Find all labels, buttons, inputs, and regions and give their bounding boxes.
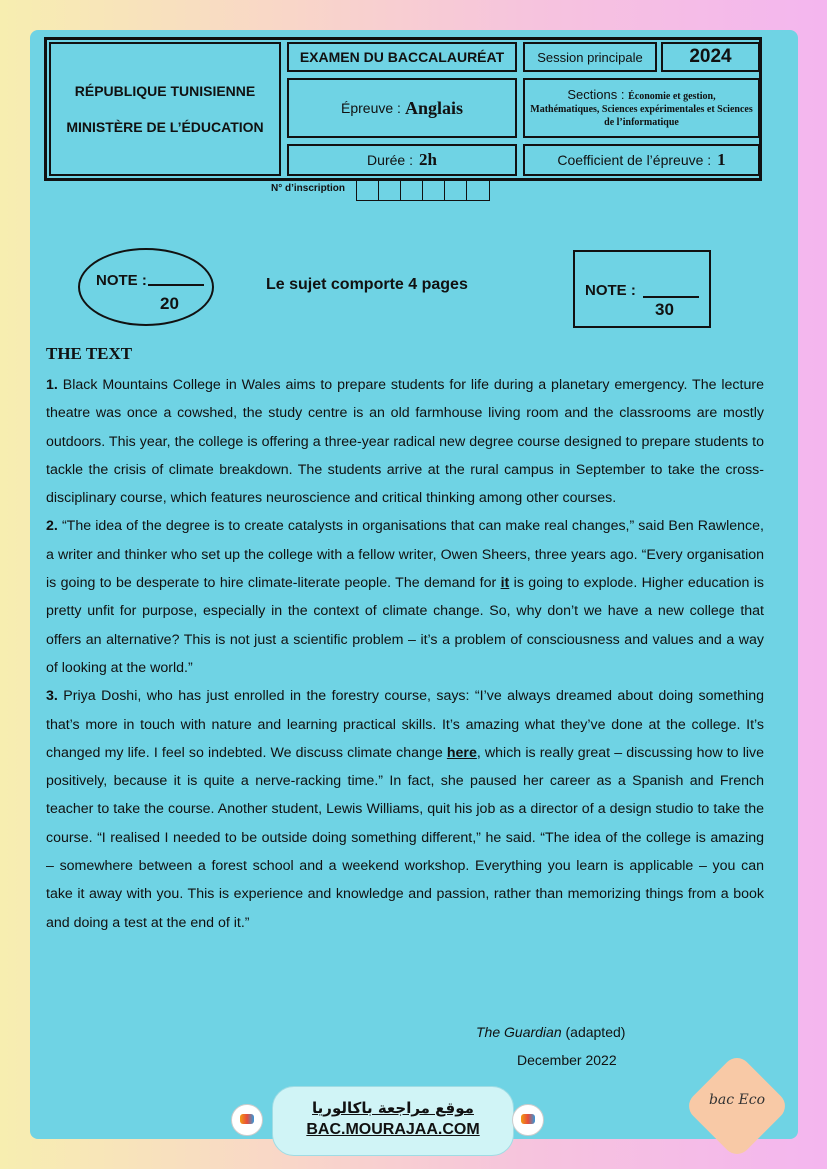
session-label: Session principale [523, 42, 657, 72]
inscription-box[interactable] [445, 181, 467, 200]
source-title: The Guardian [476, 1024, 562, 1040]
duration-value: 2h [418, 150, 437, 169]
site-logo-icon [231, 1104, 263, 1136]
note-box-line [643, 296, 699, 298]
inscription-box[interactable] [357, 181, 379, 200]
bac-eco-sticker-text: bac Eco [708, 1092, 766, 1108]
subject-label: Épreuve : [341, 100, 401, 116]
site-badge[interactable] [272, 1086, 514, 1156]
subject-value: Anglais [404, 97, 463, 118]
paragraph-3 [46, 682, 764, 937]
note-box-value: 30 [655, 300, 674, 319]
sections-cell [523, 78, 760, 138]
paragraph-number: 3. [46, 688, 58, 705]
paragraph-text: is going to explode. Higher education is pretty unfit for purpose, especially in the context of climate change. So, why don’t we have a new college that offers an alternative? This is not just a scientific problem – it’s a problem of consciousness and values and a way of looking at the world.” [46, 575, 764, 676]
coefficient-value: 1 [717, 150, 726, 169]
paragraph-number: 2. [46, 518, 58, 535]
reading-text [46, 371, 764, 937]
exam-title: EXAMEN DU BACCALAURÉAT [287, 42, 517, 72]
site-url-link[interactable]: BAC.MOURAJAA.COM [306, 1121, 480, 1138]
note-box [573, 250, 711, 328]
exam-page [30, 30, 798, 1139]
paragraph-text: , which is really great – discussing how to live positively, because it is quite a nerve-racking time.” In fact, she paused her career as a Spanish and French teacher to take the course. Another student, Lewis Williams, quit his job as a director of a design studio to take the course. “I realised I needed to be outside doing something different,” he said. “The idea of the college is amazing – somewhere between a forest school and a weekend workshop. Everything you learn is applicable – you can take it away with you. This is experience and knowledge and passion, rather than memorizing things from a book and doing a test at the end of it.” [46, 744, 764, 931]
pages-notice: Le sujet comporte 4 pages [266, 276, 468, 293]
note-oval [78, 248, 214, 326]
paragraph-1 [46, 371, 764, 512]
republic-label: RÉPUBLIQUE TUNISIENNE [74, 83, 256, 99]
paragraph-text: Black Mountains College in Wales aims to prepare students for life during a planetary emergency. The lecture theatre was once a cowshed, the study centre is an old farmhouse living room and the classrooms are mostly outdoors. This year, the college is offering a three-year radical new degree course designed to prepare students to tackle the crisis of climate breakdown. The students arrive at the rural campus in September to take the cross-disciplinary course, which features neuroscience and critical thinking among other courses. [46, 377, 764, 507]
site-logo-icon [512, 1104, 544, 1136]
underlined-it: it [500, 575, 510, 592]
inscription-box[interactable] [401, 181, 423, 200]
paragraph-number: 1. [46, 377, 58, 393]
duration-label: Durée : [367, 152, 413, 168]
sections-rest: Mathématiques, Sciences expérimentales et Sciences de l’informatique [530, 103, 753, 128]
inscription-box[interactable] [423, 181, 445, 200]
inscription-box[interactable] [467, 181, 489, 200]
source-date: December 2022 [517, 1052, 617, 1068]
inscription-label: N° d’inscription [271, 183, 345, 194]
duration-cell [287, 144, 517, 176]
inscription-boxes[interactable] [356, 180, 490, 201]
sections-label: Sections : [567, 86, 625, 102]
underlined-here: here [446, 744, 477, 761]
sections-first: Économie et gestion, [628, 90, 716, 102]
site-name-arabic[interactable]: موقع مراجعة باكالوريا [312, 1099, 474, 1117]
paragraph-text: “The idea of the degree is to create catalysts in organisations that can make real changes,” said Ben Rawlence, a writer and thinker who set up the college with a fellow writer, Owen Sheers, three years ago. “Every organisation is going to be desperate to hire climate-literate people. The demand for [46, 518, 764, 592]
header-table [44, 37, 762, 181]
paragraph-2 [46, 512, 764, 682]
source-note: (adapted) [565, 1024, 626, 1040]
source-line [476, 1024, 625, 1040]
paragraph-text: Priya Doshi, who has just enrolled in the forestry course, says: “I’ve always dreamed about doing something that’s more in touch with nature and learning practical skills. It’s amazing what they’ve done at the college. It’s changed my life. I feel so indebted. We discuss climate change [46, 688, 764, 761]
text-title: THE TEXT [46, 344, 133, 363]
institution-cell [49, 42, 281, 176]
ministry-label: MINISTÈRE DE L’ÉDUCATION [66, 119, 264, 135]
subject-cell [287, 78, 517, 138]
coefficient-label: Coefficient de l’épreuve : [557, 152, 712, 168]
inscription-box[interactable] [379, 181, 401, 200]
year-label: 2024 [661, 42, 760, 72]
coefficient-cell [523, 144, 760, 176]
note-line [148, 284, 204, 286]
note-label: NOTE : [96, 272, 147, 289]
note-value: 20 [160, 294, 179, 313]
note-box-label: NOTE : [585, 282, 636, 299]
